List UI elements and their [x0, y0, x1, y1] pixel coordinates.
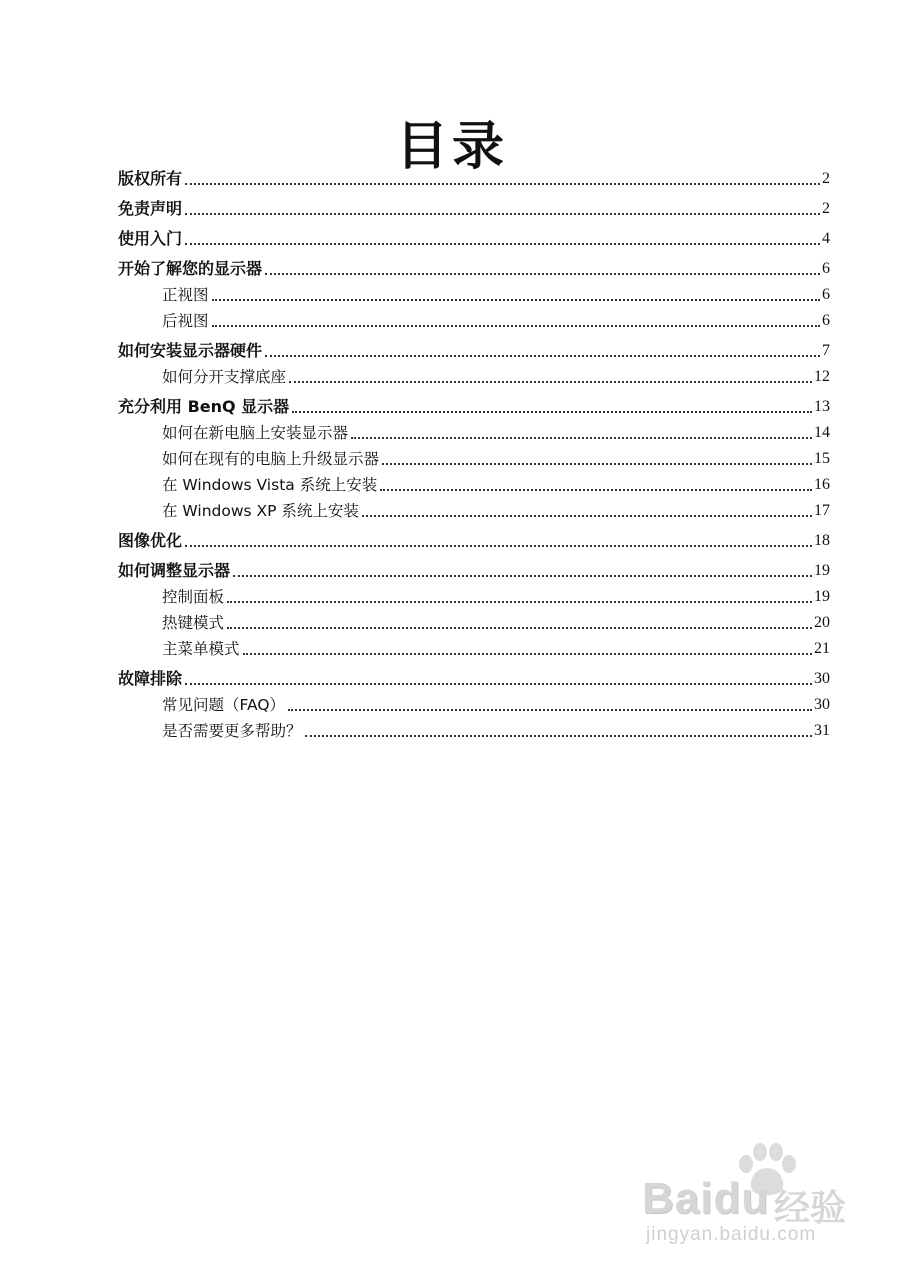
toc-page-number: 12	[814, 368, 830, 385]
toc-page-number: 7	[822, 342, 830, 359]
toc-entry-adjust-monitor[interactable]	[118, 558, 830, 582]
toc-entry-title: 在 Windows XP 系统上安装	[162, 502, 359, 520]
dot-leader	[212, 325, 820, 327]
toc-entry-title: 如何在现有的电脑上升级显示器	[162, 450, 380, 468]
toc-entry-copyright[interactable]	[118, 166, 830, 190]
toc-entry-title: 如何分开支撑底座	[162, 368, 287, 386]
toc-page-number: 15	[814, 450, 830, 467]
toc-entry-picture-optimization[interactable]	[118, 528, 830, 552]
toc-entry-title: 主菜单模式	[162, 640, 240, 658]
dot-leader	[382, 463, 812, 465]
toc-entry-title: 如何调整显示器	[118, 561, 231, 580]
toc-page-number: 30	[814, 696, 830, 713]
dot-leader	[288, 709, 812, 711]
toc-entry-control-panel[interactable]	[162, 584, 830, 608]
toc-page-number: 30	[814, 670, 830, 687]
toc-entry-title: 常见问题（FAQ）	[162, 696, 286, 714]
toc-page-number: 16	[814, 476, 830, 493]
toc-entry-main-menu-mode[interactable]	[162, 636, 830, 660]
toc-entry-title: 开始了解您的显示器	[118, 259, 263, 278]
toc-page-number: 14	[814, 424, 830, 441]
toc-page-number: 2	[822, 170, 830, 187]
dot-leader	[227, 601, 812, 603]
toc-page-number: 2	[822, 200, 830, 217]
toc-entry-title: 充分利用 BenQ 显示器	[118, 397, 290, 416]
dot-leader	[185, 213, 820, 215]
toc-entry-install-vista[interactable]	[162, 472, 830, 496]
toc-entry-install-hardware[interactable]	[118, 338, 830, 362]
dot-leader	[305, 735, 812, 737]
toc-entry-detach-stand[interactable]	[162, 364, 830, 388]
dot-leader	[265, 273, 820, 275]
toc-entry-title: 版权所有	[118, 169, 183, 188]
dot-leader	[185, 545, 812, 547]
toc-page-number: 19	[814, 562, 830, 579]
dot-leader	[185, 683, 812, 685]
watermark-brand: Baidu	[642, 1174, 770, 1223]
toc-entry-getting-started[interactable]	[118, 226, 830, 250]
dot-leader	[265, 355, 820, 357]
dot-leader	[380, 489, 812, 491]
dot-leader	[212, 299, 820, 301]
watermark-product: 经验	[774, 1188, 847, 1229]
toc-page-number: 20	[814, 614, 830, 631]
dot-leader	[289, 381, 812, 383]
toc-entry-front-view[interactable]	[162, 282, 830, 306]
toc-entry-troubleshooting[interactable]	[118, 666, 830, 690]
dot-leader	[185, 243, 820, 245]
toc-entry-install-xp[interactable]	[162, 498, 830, 522]
toc-entry-title: 在 Windows Vista 系统上安装	[162, 476, 378, 494]
toc-entry-faq[interactable]	[162, 692, 830, 716]
toc-entry-install-new-pc[interactable]	[162, 420, 830, 444]
toc-page-number: 6	[822, 312, 830, 329]
toc-entry-title: 如何安装显示器硬件	[118, 341, 263, 360]
toc-entry-hotkey-mode[interactable]	[162, 610, 830, 634]
toc-entry-title: 正视图	[162, 286, 209, 304]
toc-entry-title: 免责声明	[118, 199, 183, 218]
toc-entry-title: 后视图	[162, 312, 209, 330]
toc-page-number: 21	[814, 640, 830, 657]
toc-entry-title: 使用入门	[118, 229, 183, 248]
watermark-url: jingyan.baidu.com	[646, 1224, 817, 1245]
toc-page-number: 18	[814, 532, 830, 549]
page-title: 目录	[395, 116, 508, 177]
baidu-jingyan-watermark	[640, 1140, 880, 1252]
toc-page-number: 31	[814, 722, 830, 739]
toc-entry-know-monitor[interactable]	[118, 256, 830, 280]
toc-entry-back-view[interactable]	[162, 308, 830, 332]
toc-entry-title: 热键模式	[162, 614, 225, 632]
toc-page-number: 6	[822, 260, 830, 277]
toc-entry-title: 如何在新电脑上安装显示器	[162, 424, 349, 442]
toc-entry-title: 控制面板	[162, 588, 225, 606]
toc-page-number: 13	[814, 398, 830, 415]
toc-entry-title: 故障排除	[118, 669, 183, 688]
toc-page-number: 6	[822, 286, 830, 303]
toc-entry-title: 是否需要更多帮助？	[162, 722, 302, 740]
dot-leader	[351, 437, 812, 439]
toc-entry-more-help[interactable]	[162, 718, 830, 742]
toc-entry-title: 图像优化	[118, 531, 183, 550]
toc-page-number: 17	[814, 502, 830, 519]
toc-page-number: 4	[822, 230, 830, 247]
toc-entry-get-most-benq[interactable]	[118, 394, 830, 418]
toc-entry-upgrade-existing-pc[interactable]	[162, 446, 830, 470]
dot-leader	[233, 575, 812, 577]
dot-leader	[243, 653, 812, 655]
dot-leader	[362, 515, 812, 517]
dot-leader	[227, 627, 812, 629]
toc-entry-disclaimer[interactable]	[118, 196, 830, 220]
dot-leader	[185, 183, 820, 185]
toc-page-number: 19	[814, 588, 830, 605]
dot-leader	[292, 411, 812, 413]
